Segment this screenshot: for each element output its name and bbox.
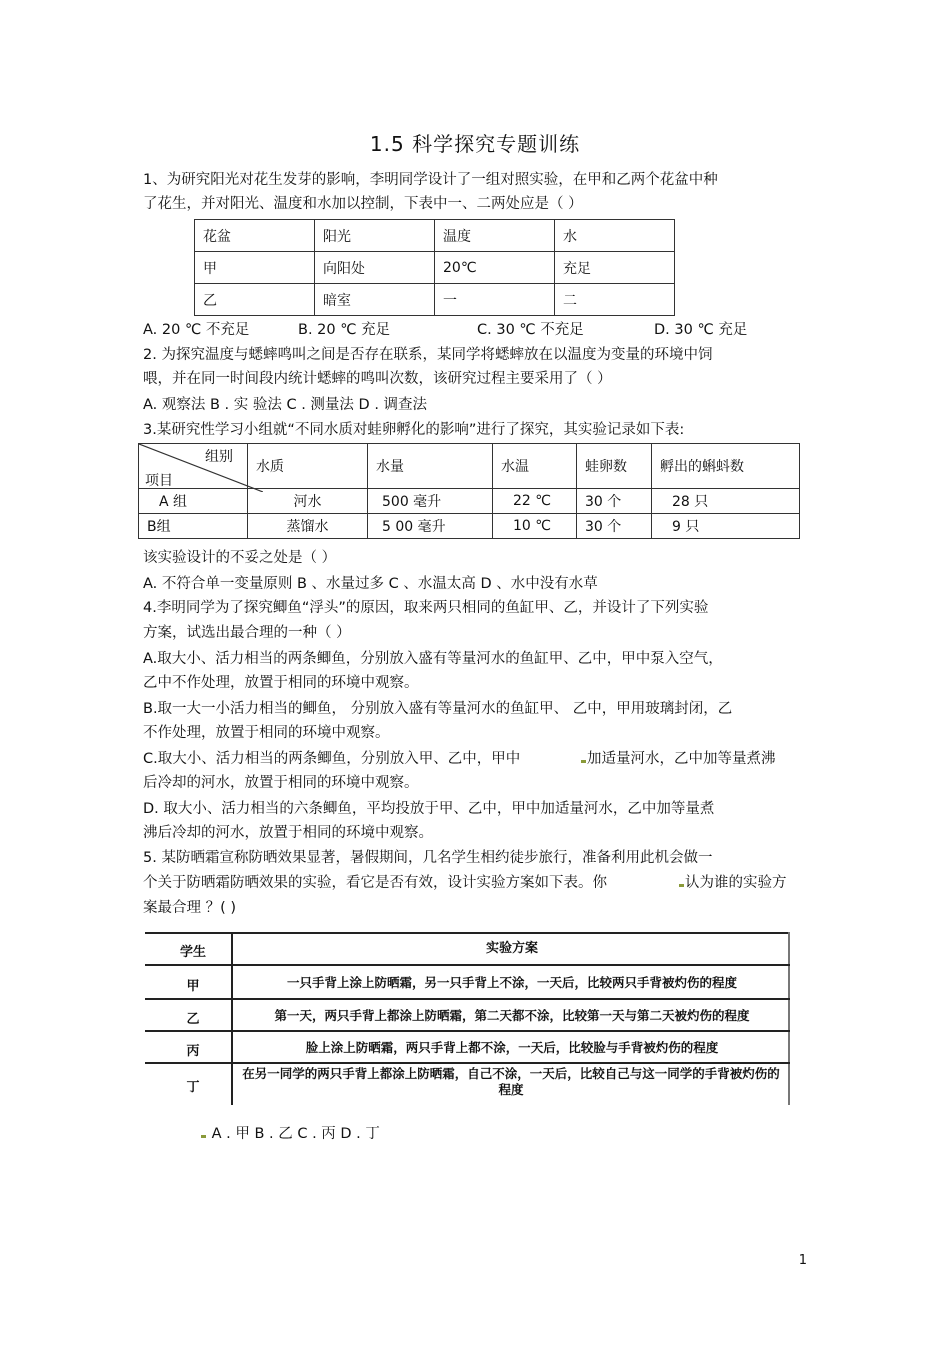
q1-cell: 乙 [195,284,315,316]
q4-option-c-line-1b-text: 加适量河水，乙中加等量煮沸 [587,751,776,767]
q3-cell: B组 [139,514,248,539]
q3-cell: 500 毫升 [368,489,493,514]
q1-cell: 暗室 [315,284,435,316]
table-row [145,1032,790,1064]
q5-scanned-table [145,932,790,1105]
q4-option-d-line-1: D. 取大小、活力相当的六条鲫鱼，平均投放于甲、乙中，甲中加适量河水，乙中加等量煮 [143,801,715,817]
q3-table [138,443,800,539]
q3-header-cell: 水温 [493,444,577,489]
q1-option-d: D. 30 ℃ 充足 [654,322,748,338]
q5-header-plan: 实验方案 [485,941,538,956]
q3-cell: 5 00 毫升 [368,514,493,539]
table-row [195,252,675,284]
q4-option-c-line-2: 后冷却的河水，放置于相同的环境中观察。 [143,775,419,791]
q5-plan-cell: 在另一同学的两只手背上都涂上防晒霜，自己不涂，一天后，比较自己与这一同学的手背被灼伤的程度 [242,1066,780,1097]
page-number: 1 [798,1253,807,1268]
q3-cell: A 组 [139,489,248,514]
table-row [139,489,800,514]
q1-cell: 二 [555,284,675,316]
q5-line-2a: 个关于防晒霜防晒效果的实验，看它是否有效，设计实验方案如下表。你 [143,875,607,891]
q1-header-cell: 阳光 [315,220,435,252]
q4-line-2: 方案，试选出最合理的一种（ ） [143,625,351,641]
q1-option-b: B. 20 ℃ 充足 [298,322,391,338]
table-row [139,514,800,539]
table-row [145,966,790,1000]
q1-header-cell: 花盆 [195,220,315,252]
q3-cell: 河水 [248,489,368,514]
q3-corner-cell [139,444,248,489]
q5-line-3: 案最合理 ？( ) [143,900,237,916]
scan-mark [201,1135,206,1138]
q5-plan-cell: 脸上涂上防晒霜，两只手背上都不涂，一天后，比较脸与手背被灼伤的程度 [305,1040,719,1055]
q1-cell: 一 [435,284,555,316]
q3-cell: 28 只 [652,489,800,514]
q3-corner-top: 组别 [205,449,233,465]
q5-line-2b-text: 认为谁的实验方 [685,875,787,891]
q1-cell: 向阳处 [315,252,435,284]
q1-option-c: C. 30 ℃ 不充足 [477,322,584,338]
q5-options [200,1124,380,1144]
q3-cell: 蒸馏水 [248,514,368,539]
q3-question: 该实验设计的不妥之处是（ ） [143,550,337,566]
q4-option-b-line-2: 不作处理，放置于相同的环境中观察。 [143,725,390,741]
q1-cell: 甲 [195,252,315,284]
q5-student-cell: 丙 [186,1044,200,1059]
q1-header-cell: 水 [555,220,675,252]
q1-table [194,219,675,316]
q4-option-c-line-1b [580,749,776,769]
q1-cell: 20℃ [435,252,555,284]
q3-cell: 9 只 [652,514,800,539]
q2-line-2: 喂，并在同一时间段内统计蟋蟀的鸣叫次数，该研究过程主要采用了（ ） [143,371,612,387]
q2-line-1: 2. 为探究温度与蟋蟀鸣叫之间是否存在联系，某同学将蟋蟀放在以温度为变量的环境中饲 [143,347,713,363]
q5-header-student: 学生 [179,945,206,960]
table-row [145,1000,790,1032]
q4-line-1: 4.李明同学为了探究鲫鱼“浮头”的原因，取来两只相同的鱼缸甲、乙，并设计了下列实验 [143,600,709,616]
q5-plan-cell: 第一天，两只手背上都涂上防晒霜，第二天都不涂，比较第一天与第二天被灼伤的程度 [274,1008,750,1023]
q3-cell: 22 ℃ [493,489,577,514]
q2-options: A. 观察法 B . 实 验法 C . 测量法 D . 调查法 [143,397,428,413]
q1-cell: 充足 [555,252,675,284]
q5-student-cell: 丁 [186,1080,200,1095]
q1-line-1: 1、为研究阳光对花生发芽的影响，李明同学设计了一组对照实验，在甲和乙两个花盆中种 [143,172,718,188]
table-row [195,284,675,316]
scan-mark [581,760,586,763]
q1-line-2: 了花生，并对阳光、温度和水加以控制，下表中一、二两处应是（ ） [143,196,583,212]
q1-header-cell: 温度 [435,220,555,252]
q5-line-1: 5. 某防晒霜宣称防晒效果显著，暑假期间，几名学生相约徒步旅行，准备利用此机会做一 [143,850,713,866]
q5-plan-cell: 一只手背上涂上防晒霜，另一只手背上不涂，一天后，比较两只手背被灼伤的程度 [286,975,737,990]
q3-corner-bottom: 项目 [145,473,173,489]
table-row [145,932,790,966]
q4-option-a-line-1: A.取大小、活力相当的两条鲫鱼，分别放入盛有等量河水的鱼缸甲、乙中，甲中泵入空气， [143,651,723,667]
q3-header-cell: 孵出的蝌蚪数 [652,444,800,489]
table-row [145,1064,790,1103]
q3-line-1: 3.某研究性学习小组就“不同水质对蛙卵孵化的影响”进行了探究，其实验记录如下表: [143,422,685,438]
q5-options-text: A . 甲 B . 乙 C . 丙 D . 丁 [211,1126,380,1142]
q4-option-a-line-2: 乙中不作处理，放置于相同的环境中观察。 [143,675,419,691]
q4-option-b-line-1: B.取一大一小活力相当的鲫鱼， 分别放入盛有等量河水的鱼缸甲、 乙中，甲用玻璃封闭，乙 [143,701,733,717]
q4-option-d-line-2: 沸后冷却的河水，放置于相同的环境中观察。 [143,825,433,841]
q3-cell: 30 个 [577,514,652,539]
q5-student-cell: 甲 [186,979,200,994]
q3-header-cell: 水量 [368,444,493,489]
scan-mark [679,884,684,887]
q4-option-c-line-1a: C.取大小、活力相当的两条鲫鱼，分别放入甲、乙中，甲中 [143,751,521,767]
q5-line-2b [678,873,787,893]
q3-options: A. 不符合单一变量原则 B 、水量过多 C 、水温太高 D 、水中没有水草 [143,576,598,592]
q3-header-cell: 水质 [248,444,368,489]
q5-student-cell: 乙 [186,1012,200,1027]
q1-option-a: A. 20 ℃ 不充足 [143,322,250,338]
q3-cell: 10 ℃ [493,514,577,539]
q3-cell: 30 个 [577,489,652,514]
page-title: 1.5 科学探究专题训练 [369,132,581,156]
q3-header-cell: 蛙卵数 [577,444,652,489]
